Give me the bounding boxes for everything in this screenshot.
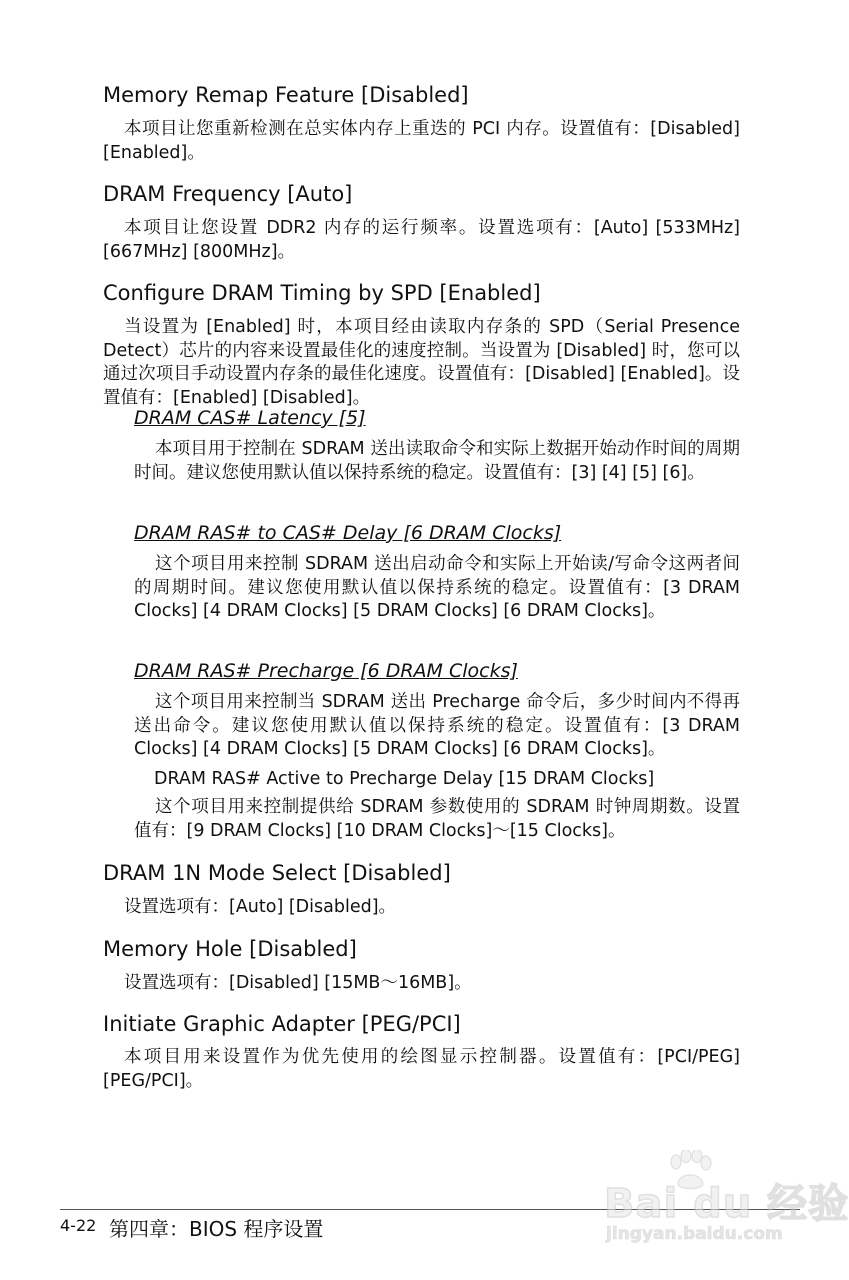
section-title: Memory Remap Feature [Disabled]	[103, 83, 469, 107]
section-title: Initiate Graphic Adapter [PEG/PCI]	[103, 1012, 461, 1036]
section-title: DRAM 1N Mode Select [Disabled]	[103, 861, 451, 885]
baidu-watermark	[586, 1150, 849, 1250]
page-number: 4-22	[60, 1216, 97, 1235]
section-title: DRAM Frequency [Auto]	[103, 182, 353, 206]
subsection-body: 本项目用于控制在 SDRAM 送出读取命令和实际上数据开始动作时间的周期时间。建议您使用默认值以保持系统的稳定。设置值有：[3] [4] [5] [6]。	[134, 439, 740, 483]
section-body: 本项目让您重新检测在总实体内存上重迭的 PCI 内存。设置值有：[Disabled] [Enabled]。	[103, 119, 740, 163]
section-body: 设置选项有：[Auto] [Disabled]。	[124, 897, 397, 917]
subsection-title: DRAM RAS# Precharge [6 DRAM Clocks]	[134, 660, 518, 682]
section-body: 当设置为 [Enabled] 时，本项目经由读取内存条的 SPD（Serial Presence Detect）芯片的内容来设置最佳化的速度控制。当设置为 [Disabled] 时，您可以通过次项目手动设置内存条的最佳化速度。设置值有：[Disabled] [Enabled]。设置值有：[Enabled] [Disabled]。	[103, 317, 740, 408]
subsection-title: DRAM CAS# Latency [5]	[134, 407, 366, 429]
subsection-body: 这个项目用来控制提供给 SDRAM 参数使用的 SDRAM 时钟周期数。设置值有：[9 DRAM Clocks] [10 DRAM Clocks]～[15 Clocks]。	[134, 797, 740, 841]
chapter-title: 第四章：BIOS 程序设置	[109, 1217, 324, 1241]
section-title: Configure DRAM Timing by SPD [Enabled]	[103, 281, 541, 305]
subsection-title: DRAM RAS# to CAS# Delay [6 DRAM Clocks]	[134, 522, 562, 544]
section-title: Memory Hole [Disabled]	[103, 937, 357, 961]
section-body: 设置选项有：[Disabled] [15MB～16MB]。	[124, 973, 472, 993]
section-body: 本项目让您设置 DDR2 内存的运行频率。设置选项有：[Auto] [533MHz] [667MHz] [800MHz]。	[103, 218, 740, 262]
subsection-title: DRAM RAS# Active to Precharge Delay [15 DRAM Clocks]	[154, 769, 655, 789]
subsection-body: 这个项目用来控制 SDRAM 送出启动命令和实际上开始读/写命令这两者间的周期时间。建议您使用默认值以保持系统的稳定。设置值有：[3 DRAM Clocks] [4 DRAM Clocks] [5 DRAM Clocks] [6 DRAM Clocks]。	[134, 554, 740, 621]
watermark-url: jingyan.baidu.com	[606, 1224, 783, 1244]
watermark-logo-text: Bai du 经验	[604, 1181, 849, 1227]
section-body: 本项目用来设置作为优先使用的绘图显示控制器。设置值有：[PCI/PEG] [PEG/PCI]。	[103, 1047, 740, 1091]
subsection-body: 这个项目用来控制当 SDRAM 送出 Precharge 命令后，多少时间内不得再送出命令。建议您使用默认值以保持系统的稳定。设置值有：[3 DRAM Clocks] [4 DRAM Clocks] [5 DRAM Clocks] [6 DRAM Clocks]。	[134, 692, 740, 759]
